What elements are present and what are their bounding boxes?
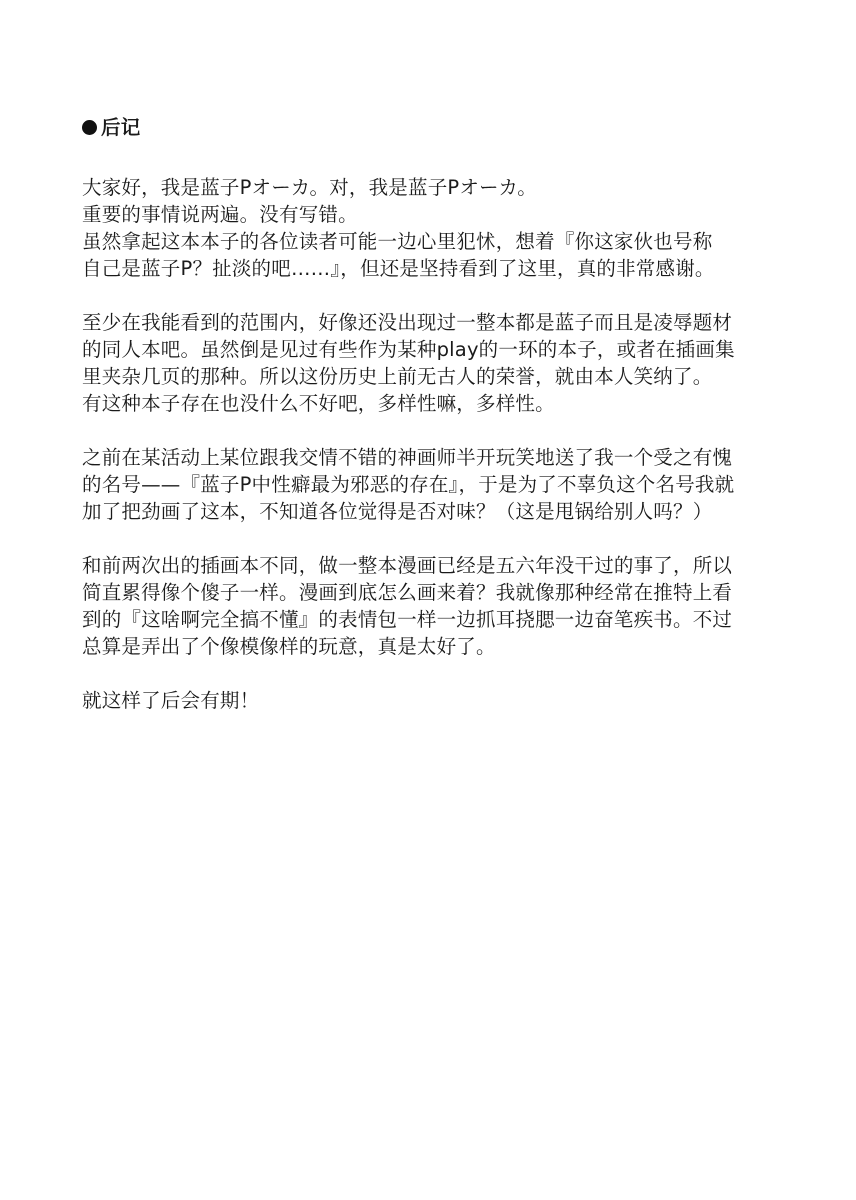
text-line: 就这样了后会有期！ — [82, 689, 260, 712]
paragraph-greeting — [82, 174, 802, 282]
text-line: 自己是蓝子P？扯淡的吧……』，但还是坚持看到了这里，真的非常感谢。 — [82, 257, 715, 280]
paragraph-making-of — [82, 552, 802, 660]
text-line: 总算是弄出了个像模像样的玩意，真是太好了。 — [82, 635, 496, 658]
heading-title: 后记 — [101, 116, 141, 139]
paragraph-farewell — [82, 687, 802, 714]
afterword-page — [82, 114, 802, 741]
text-line: 和前两次出的插画本不同，做一整本漫画已经是五六年没干过的事了，所以 — [82, 554, 733, 577]
text-line: 至少在我能看到的范围内，好像还没出现过一整本都是蓝子而且是凌辱题材 — [82, 311, 733, 334]
text-line: 里夹杂几页的那种。所以这份历史上前无古人的荣誉，就由本人笑纳了。 — [82, 365, 713, 388]
text-line: 重要的事情说两遍。没有写错。 — [82, 203, 358, 226]
text-line: 的名号——『蓝子P中性癖最为邪恶的存在』，于是为了不辜负这个名号我就 — [82, 473, 735, 496]
afterword-heading — [82, 114, 802, 141]
text-line: 虽然拿起这本本子的各位读者可能一边心里犯怵，想着『你这家伙也号称 — [82, 230, 713, 253]
black-circle-bullet-icon — [82, 120, 97, 135]
text-line: 大家好，我是蓝子Pオーカ。对，我是蓝子Pオーカ。 — [82, 176, 537, 199]
text-line: 简直累得像个傻子一样。漫画到底怎么画来着？我就像那种经常在推特上看 — [82, 581, 733, 604]
paragraph-title-origin — [82, 444, 802, 525]
text-line: 加了把劲画了这本，不知道各位觉得是否对味？（这是甩锅给别人吗？） — [82, 500, 713, 523]
paragraph-uniqueness — [82, 309, 802, 417]
text-line: 到的『这啥啊完全搞不懂』的表情包一样一边抓耳挠腮一边奋笔疾书。不过 — [82, 608, 733, 631]
text-line: 的同人本吧。虽然倒是见过有些作为某种play的一环的本子，或者在插画集 — [82, 338, 735, 361]
text-line: 之前在某活动上某位跟我交情不错的神画师半开玩笑地送了我一个受之有愧 — [82, 446, 733, 469]
text-line: 有这种本子存在也没什么不好吧，多样性嘛，多样性。 — [82, 392, 555, 415]
